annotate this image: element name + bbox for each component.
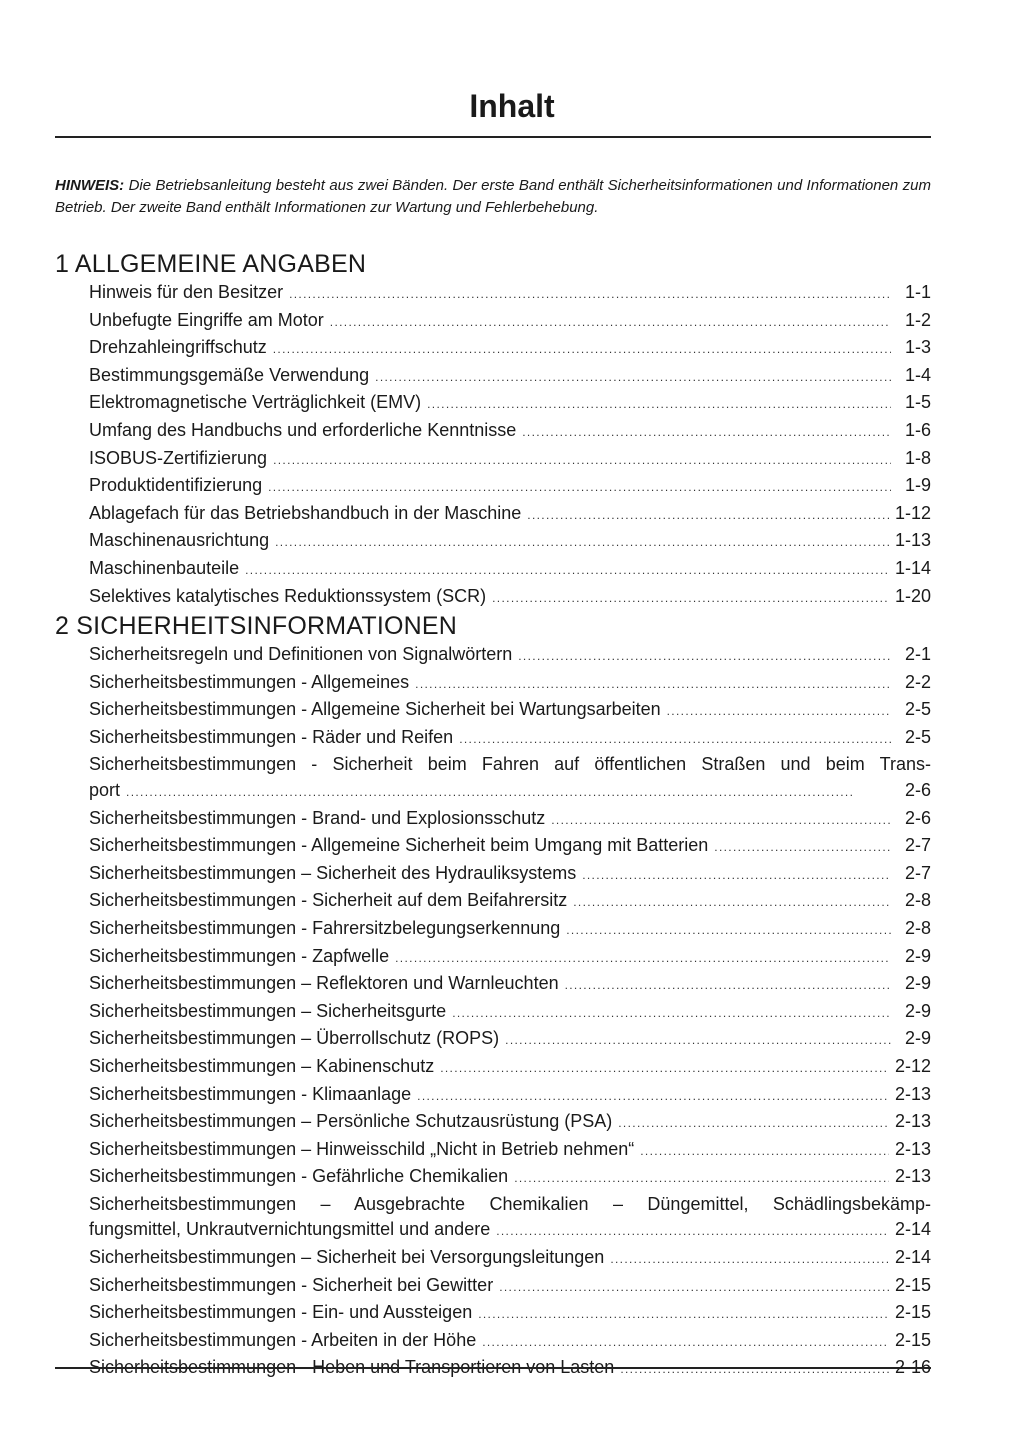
toc-entry-page: 2-15 [894, 1302, 931, 1323]
toc-entry-page: 2-6 [904, 807, 931, 828]
toc-entry[interactable] [89, 335, 931, 363]
toc-entry-page: 2-15 [894, 1274, 931, 1295]
toc-entry-page: 2-13 [894, 1083, 931, 1104]
toc-entry-label: ISOBUS-Zertifizierung [89, 447, 268, 468]
toc-entry[interactable] [89, 446, 931, 474]
toc-entry-page: 2-6 [904, 779, 931, 800]
dot-leader [275, 528, 889, 556]
toc-entry[interactable] [89, 584, 931, 612]
toc-entry-label: Sicherheitsbestimmungen - Räder und Reifen [89, 726, 454, 747]
toc-entry-label: Sicherheitsbestimmungen - Allgemeine Sicherheit bei Wartungsarbeiten [89, 699, 661, 720]
toc-entry-label: Sicherheitsbestimmungen – Hinweisschild „Nicht in Betrieb nehmen“ [89, 1138, 635, 1159]
dot-leader [245, 556, 889, 584]
toc-entry[interactable] [89, 642, 931, 670]
dot-leader [618, 1109, 889, 1137]
toc-entry-label: Maschinenausrichtung [89, 530, 270, 551]
toc-entry-label: Bestimmungsgemäße Verwendung [89, 364, 370, 385]
toc-entries [89, 642, 931, 1383]
toc-entry[interactable] [89, 697, 931, 725]
dot-leader [330, 308, 891, 336]
toc-entry-label: Drehzahleingriffschutz [89, 337, 267, 358]
toc-entry-label: Sicherheitsbestimmungen - Fahrersitzbelegungserkennung [89, 917, 561, 938]
toc-entry[interactable] [89, 556, 931, 584]
dot-leader [395, 944, 891, 972]
dot-leader [289, 280, 891, 308]
toc-entry-label: Sicherheitsbestimmungen - Klimaanlage [89, 1083, 412, 1104]
bottom-divider [55, 1367, 931, 1369]
note-label: HINWEIS: [55, 177, 125, 194]
toc-entry-label: Sicherheitsbestimmungen – Sicherheit des Hydrauliksystems [89, 862, 577, 883]
dot-leader [573, 888, 891, 916]
toc-entry-page: 2-7 [904, 835, 931, 856]
toc-entry-label-continued: port [89, 779, 121, 800]
toc-entry-page: 2-15 [894, 1329, 931, 1350]
toc-entry-label: Sicherheitsbestimmungen - Sicherheit auf dem Beifahrersitz [89, 890, 568, 911]
toc-entry-label: Sicherheitsregeln und Definitionen von Signalwörtern [89, 644, 513, 664]
toc-entry-label: Sicherheitsbestimmungen - Sicherheit beim Fahren auf öffentlichen Straßen und beim Trans- [89, 754, 931, 775]
note-text: Die Betriebsanleitung besteht aus zwei Bänden. Der erste Band enthält Sicherheitsinformationen und Informationen zum Betrieb. Der zweite Band enthält Informationen zur Wartung und Fehlerbehebung. [55, 177, 931, 216]
dot-leader [518, 642, 891, 670]
toc-entry-page: 2-9 [904, 945, 931, 966]
toc-entry[interactable] [89, 1355, 931, 1383]
toc-entry-page: 1-2 [904, 309, 931, 330]
toc-entry-page: 2-9 [904, 1028, 931, 1049]
toc-entry-label: Maschinenbauteile [89, 557, 240, 578]
toc-entry-page: 1-13 [894, 530, 931, 551]
toc-entry-page: 2-13 [894, 1166, 931, 1187]
toc-entry[interactable] [89, 670, 931, 698]
toc-entry-page: 2-14 [894, 1219, 931, 1240]
toc-entry[interactable] [89, 916, 931, 944]
dot-leader [714, 833, 891, 861]
toc-entry-label-continued: fungsmittel, Unkrautvernichtungsmittel und andere [89, 1219, 491, 1240]
toc-entry-label: Sicherheitsbestimmungen - Arbeiten in der Höhe [89, 1329, 477, 1350]
toc-entry[interactable] [89, 1054, 931, 1082]
dot-leader [427, 390, 891, 418]
dot-leader [440, 1054, 889, 1082]
toc-entry-page: 2-12 [894, 1055, 931, 1076]
top-divider [55, 136, 931, 138]
dot-leader [482, 1328, 889, 1356]
toc-entry[interactable] [89, 1164, 931, 1192]
toc-entry-page: 1-3 [904, 337, 931, 358]
dot-leader [499, 1273, 889, 1301]
toc-entry[interactable] [89, 888, 931, 916]
toc-entry-label: Sicherheitsbestimmungen – Reflektoren und Warnleuchten [89, 973, 559, 994]
toc-section-safety [55, 611, 931, 1383]
dot-leader [375, 363, 891, 391]
dot-leader [565, 971, 891, 999]
dot-leader [551, 806, 891, 834]
toc-entry[interactable] [89, 725, 931, 753]
toc-entry-page: 1-20 [894, 585, 931, 606]
toc-entry-page: 2-7 [904, 862, 931, 883]
toc-entry-page: 1-14 [894, 557, 931, 578]
toc-entry[interactable] [89, 280, 931, 308]
dot-leader [273, 446, 891, 474]
toc-entry-label: Sicherheitsbestimmungen - Heben und Transportieren von Lasten [89, 1357, 615, 1378]
note-paragraph [55, 175, 931, 219]
toc-entry-page: 2-9 [904, 973, 931, 994]
toc-entry[interactable] [89, 501, 931, 529]
toc-entry-page: 2-9 [904, 1000, 931, 1021]
toc-entry[interactable] [89, 1273, 931, 1301]
toc-entry-label: Sicherheitsbestimmungen – Kabinenschutz [89, 1055, 435, 1076]
toc-entry-page: 2-14 [894, 1247, 931, 1268]
toc-entry-page: 2-13 [894, 1138, 931, 1159]
toc-entry-label: Elektromagnetische Verträglichkeit (EMV) [89, 392, 422, 413]
toc-entry-label: Unbefugte Eingriffe am Motor [89, 309, 324, 330]
toc-entry[interactable] [89, 1137, 931, 1165]
toc-entry-label: Sicherheitsbestimmungen – Persönliche Schutzausrüstung (PSA) [89, 1111, 613, 1132]
section-title: 2 SICHERHEITSINFORMATIONEN [55, 612, 457, 640]
toc-entry-page: 2-8 [904, 917, 931, 938]
toc-entry-page: 1-5 [904, 392, 931, 413]
dot-leader [522, 418, 891, 446]
toc-entry-label: Sicherheitsbestimmungen - Sicherheit bei Gewitter [89, 1274, 494, 1295]
toc-entry[interactable] [89, 473, 931, 501]
toc-entry[interactable] [89, 1192, 931, 1245]
toc-entry-label: Umfang des Handbuchs und erforderliche Kenntnisse [89, 419, 517, 440]
toc-entry-page: 1-9 [904, 475, 931, 496]
toc-entry[interactable] [89, 861, 931, 889]
toc-entry[interactable] [89, 1026, 931, 1054]
dot-leader [478, 1300, 889, 1328]
toc-entry[interactable] [89, 363, 931, 391]
dot-leader [527, 501, 889, 529]
toc-entry-page: 2-5 [904, 726, 931, 747]
toc-entry-page: 2-2 [904, 671, 931, 692]
toc-entry[interactable] [89, 1245, 931, 1273]
toc-entry-page: 2-1 [904, 644, 931, 664]
toc-entry[interactable] [89, 806, 931, 834]
toc-entry[interactable] [89, 390, 931, 418]
dot-leader [268, 473, 891, 501]
section-title: 1 ALLGEMEINE ANGABEN [55, 250, 367, 278]
toc-entry[interactable] [89, 528, 931, 556]
toc-entry-label: Sicherheitsbestimmungen – Sicherheit bei Versorgungsleitungen [89, 1247, 605, 1268]
dot-leader [620, 1355, 889, 1383]
toc-entry-page: 2-5 [904, 699, 931, 720]
toc-entry-label: Sicherheitsbestimmungen - Zapfwelle [89, 945, 390, 966]
toc-entry-label: Hinweis für den Besitzer [89, 282, 284, 302]
toc-entry-label: Sicherheitsbestimmungen - Allgemeine Sicherheit beim Umgang mit Batterien [89, 835, 709, 856]
toc-entry[interactable] [89, 752, 931, 805]
dot-leader [126, 778, 891, 806]
dot-leader [610, 1245, 889, 1273]
toc-entry-label: Sicherheitsbestimmungen - Ein- und Aussteigen [89, 1302, 473, 1323]
toc-entry[interactable] [89, 1109, 931, 1137]
toc-entry[interactable] [89, 308, 931, 336]
toc-entry[interactable] [89, 1300, 931, 1328]
dot-leader [566, 916, 891, 944]
dot-leader [505, 1026, 891, 1054]
toc-entry-page: 1-4 [904, 364, 931, 385]
dot-leader [452, 999, 891, 1027]
toc-entry-page: 1-6 [904, 419, 931, 440]
dot-leader [667, 697, 891, 725]
toc-entry[interactable] [89, 833, 931, 861]
toc-entry[interactable] [89, 1082, 931, 1110]
toc-entries [89, 280, 931, 611]
dot-leader [496, 1217, 889, 1245]
toc-entry-label: Sicherheitsbestimmungen – Überrollschutz (ROPS) [89, 1028, 500, 1049]
toc-entry-page: 2-16 [894, 1357, 931, 1378]
toc-entry[interactable] [89, 999, 931, 1027]
toc-entry-page: 2-13 [894, 1111, 931, 1132]
toc-entry-page: 2-8 [904, 890, 931, 911]
toc-entry[interactable] [89, 971, 931, 999]
dot-leader [514, 1164, 889, 1192]
toc-entry-label: Sicherheitsbestimmungen - Gefährliche Chemikalien [89, 1166, 509, 1187]
dot-leader [417, 1082, 889, 1110]
dot-leader [640, 1137, 889, 1165]
toc-entry-label: Ablagefach für das Betriebshandbuch in der Maschine [89, 502, 522, 523]
toc-entry-label: Produktidentifizierung [89, 475, 263, 496]
toc-entry-page: 1-8 [904, 447, 931, 468]
toc-entry-label: Selektives katalytisches Reduktionssystem (SCR) [89, 585, 487, 606]
dot-leader [415, 670, 891, 698]
toc-entry-label: Sicherheitsbestimmungen - Brand- und Explosionsschutz [89, 807, 546, 828]
toc-entry[interactable] [89, 418, 931, 446]
toc-entry-label: Sicherheitsbestimmungen - Allgemeines [89, 671, 410, 692]
toc-entry[interactable] [89, 944, 931, 972]
page-title: Inhalt [469, 88, 555, 124]
toc-entry[interactable] [89, 1328, 931, 1356]
toc-entry-page: 1-1 [904, 282, 931, 302]
toc-entry-page: 1-12 [894, 502, 931, 523]
toc-entry-label: Sicherheitsbestimmungen – Sicherheitsgurte [89, 1000, 447, 1021]
dot-leader [492, 584, 889, 612]
dot-leader [459, 725, 891, 753]
dot-leader [273, 335, 891, 363]
toc-entry-label: Sicherheitsbestimmungen – Ausgebrachte Chemikalien – Düngemittel, Schädlingsbekämp- [89, 1193, 931, 1214]
dot-leader [582, 861, 891, 889]
toc-section-general [55, 249, 931, 611]
